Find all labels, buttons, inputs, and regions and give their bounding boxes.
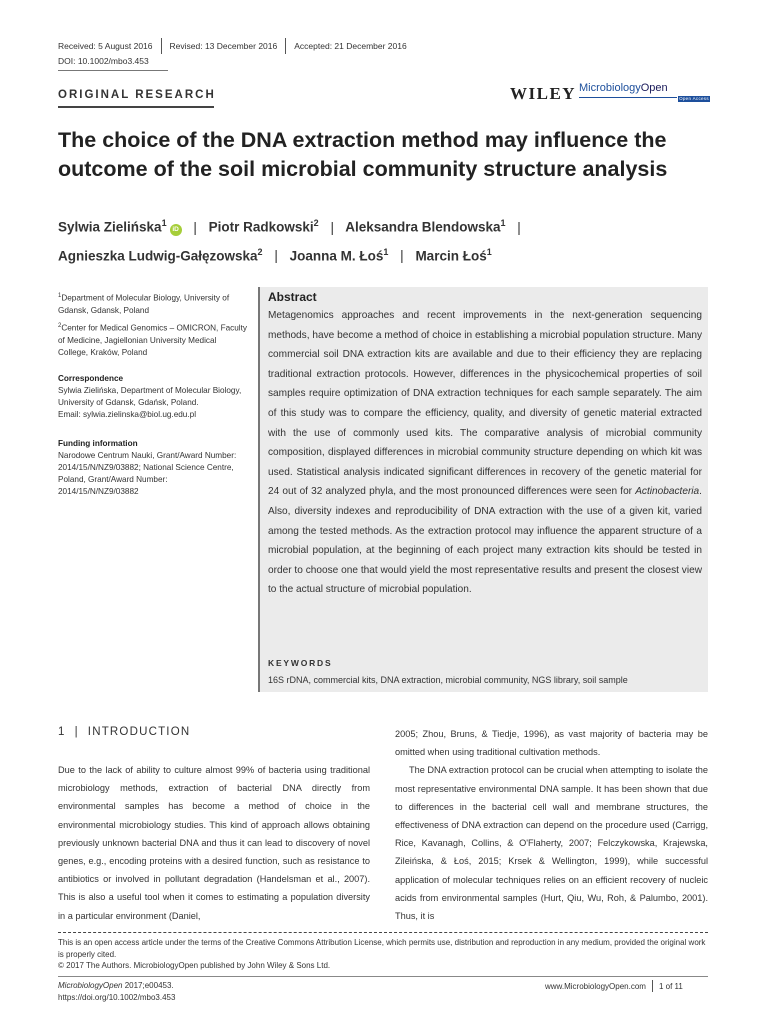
- article-title: The choice of the DNA extraction method may influence the outcome of the soil microbial community structure analysis: [58, 128, 668, 181]
- affiliation-1: [58, 290, 248, 317]
- correspondence-email[interactable]: Email: sylwia.zielinska@biol.ug.edu.pl: [58, 410, 197, 419]
- abstract-text-part1: Metagenomics approaches and recent improvements in the next-generation sequencing methods, have become a method of choice in establishing a microbial population structure. Many commercial soil DNA extraction kits are available and due to their efficiency they are replacing traditional extraction protocols. However, differences in the physicochemical properties of soil samples require optimization of DNA extraction techniques for each sample separately. The aim of this study was to compare the efficiency, quality, and diversity of genetic material extracted with the use of commonly used kits. The comparative analysis of microbial community composition, displayed differences in microbial community structure depending on which kit was used. Statistical analysis indicated significant differences in recovery of the genetic material for 24 out of 32 analyzed phyla, and the most pronounced differences were seen for: [268, 310, 702, 498]
- correspondence-heading: Correspondence: [58, 374, 124, 383]
- section-heading: [58, 726, 190, 738]
- citation-details: 2017;e00453.: [122, 981, 174, 990]
- divider: [58, 976, 708, 977]
- divider: [58, 932, 708, 933]
- doi[interactable]: DOI: 10.1002/mbo3.453: [58, 56, 149, 66]
- section-separator: |: [74, 726, 79, 738]
- divider: [285, 38, 286, 54]
- journal-logo[interactable]: [579, 82, 668, 94]
- funding-text: Narodowe Centrum Nauki, Grant/Award Number: 2014/15/N/NZ9/03882; National Science Centre, Poland, Grant/Award Number: 2014/15/N/NZ9/03882: [58, 451, 237, 496]
- divider: [579, 97, 677, 98]
- citation-journal: MicrobiologyOpen: [58, 981, 123, 990]
- author-line-2: [58, 240, 708, 269]
- received-date: Received: 5 August 2016: [58, 41, 153, 51]
- author-name[interactable]: Agnieszka Ludwig-Gałęzowska: [58, 248, 258, 263]
- funding-heading: Funding information: [58, 439, 138, 448]
- keywords-heading: KEYWORDS: [268, 658, 333, 668]
- journal-logo-part2: Open: [640, 82, 668, 94]
- author-separator: |: [400, 248, 404, 263]
- divider: [58, 70, 168, 71]
- citation-url[interactable]: https://doi.org/10.1002/mbo3.453: [58, 992, 176, 1002]
- affiliation-marker: 2: [257, 246, 263, 257]
- author-separator: |: [193, 219, 197, 235]
- author-name[interactable]: Aleksandra Blendowska: [345, 219, 501, 235]
- affiliation-marker: 1: [500, 218, 506, 228]
- page-of: of: [663, 981, 675, 991]
- keywords-list: 16S rDNA, commercial kits, DNA extraction, microbial community, NGS library, soil sample: [268, 675, 628, 685]
- funding: [58, 438, 248, 498]
- journal-logo-part1: Microbiology: [579, 82, 641, 94]
- correspondence-text: Sylwia Zielińska, Department of Molecular Biology, University of Gdansk, Gdańsk, Poland.: [58, 386, 242, 407]
- journal-website[interactable]: www.MicrobiologyOpen.com: [545, 981, 646, 991]
- page-footer-right: [545, 980, 683, 992]
- open-access-badge: Open Access: [679, 96, 709, 101]
- author-name[interactable]: Sylwia Zielińska: [58, 219, 162, 235]
- article-dates: [58, 38, 407, 54]
- license-notice: [58, 937, 708, 972]
- abstract-heading: Abstract: [268, 290, 317, 304]
- affiliation-text: Center for Medical Genomics – OMICRON, Faculty of Medicine, Jagiellonian University Medical College, Kraków, Poland: [58, 323, 247, 357]
- divider: [161, 38, 162, 54]
- correspondence: [58, 373, 248, 421]
- affiliation-marker: 1: [58, 293, 62, 299]
- author-name[interactable]: Piotr Radkowski: [208, 219, 314, 235]
- affiliation-marker: 1: [486, 246, 492, 257]
- author-list: [58, 211, 708, 268]
- affiliation-text: Department of Molecular Biology, University of Gdansk, Gdansk, Poland: [58, 293, 230, 315]
- affiliation-2: [58, 320, 248, 359]
- copyright-text: © 2017 The Authors. MicrobiologyOpen published by John Wiley & Sons Ltd.: [58, 961, 331, 970]
- section-label: ORIGINAL RESEARCH: [58, 89, 216, 101]
- divider: [58, 106, 214, 108]
- page-total: 11: [674, 981, 683, 991]
- license-text: This is an open access article under the terms of the Creative Commons Attribution License, which permits use, distribution and reproduction in any medium, provided the original work is properly cited.: [58, 938, 706, 959]
- revised-date: Revised: 13 December 2016: [169, 41, 278, 51]
- body-column-right: [395, 725, 708, 925]
- author-separator: |: [517, 219, 521, 235]
- author-line-1: [58, 211, 708, 240]
- author-separator: |: [274, 248, 278, 263]
- affiliation-marker: 1: [161, 218, 167, 228]
- publisher-logo[interactable]: WILEY: [510, 84, 577, 103]
- affiliation-marker: 2: [313, 218, 319, 228]
- accepted-date: Accepted: 21 December 2016: [294, 41, 407, 51]
- affiliation-marker: 1: [383, 246, 389, 257]
- page-number: 1: [658, 981, 664, 991]
- body-paragraph: 2005; Zhou, Bruns, & Tiedje, 1996), as vast majority of bacteria may be omitted when using traditional cultivation methods.: [395, 729, 708, 758]
- author-name[interactable]: Marcin Łoś: [415, 248, 487, 263]
- abstract-text: [268, 306, 702, 600]
- abstract-text-part2: . Also, diversity indexes and reproducibility of DNA extraction with the use of a given kit, varied among the tested methods. As the extraction protocol may influence the apparent structure of a microbial population, at the beginning of each project many extraction kits should be tested in order to choose one that would yield the most representative results and present the closest view to the actual structure of microbial population.: [268, 486, 702, 596]
- section-number: 1: [58, 726, 66, 738]
- section-title: INTRODUCTION: [87, 726, 191, 738]
- author-separator: |: [330, 219, 334, 235]
- divider: [652, 980, 653, 992]
- body-paragraph: The DNA extraction protocol can be crucial when attempting to isolate the most representative environmental DNA sample. It has been shown that due to differences in the bacterial cell wall and membrane structures, the effectiveness of DNA extraction can depend on the procedure used (Carrigg, Rice, Kavanagh, Collins, & O'Flaherty, 2007; Felczykowska, Krajewska, Zileińska, & Łoś, 2015; Krsek & Wellington, 1999), while successful application of molecular techniques relies on an efficient recovery of nucleic acids from environmental samples (Hurt, Qiu, Wu, Roh, & Palumbo, 2001). Thus, it is: [395, 765, 708, 922]
- citation: [58, 980, 175, 1003]
- abstract-italic-term: Actinobacteria: [635, 486, 700, 498]
- divider: [258, 287, 260, 692]
- author-name[interactable]: Joanna M. Łoś: [289, 248, 384, 263]
- orcid-icon[interactable]: iD: [170, 224, 182, 236]
- body-paragraph: Due to the lack of ability to culture almost 99% of bacteria using traditional microbiology methods, extraction of bacterial DNA directly from environmental samples has become a method of choice in the environmental microbiology studies. This kind of approach allows obtaining previously unknown bacterial DNA and thus it can lead to discovery of novel genes, e.g., encoding proteins with a desired function, such as resistance to antibiotics or involved in pollutant degradation (Handelsman et al., 2007). This is also a useful tool when it comes to estimating a population diversity in a particular environment (Daniel,: [58, 765, 370, 921]
- affiliation-marker: 2: [58, 323, 62, 329]
